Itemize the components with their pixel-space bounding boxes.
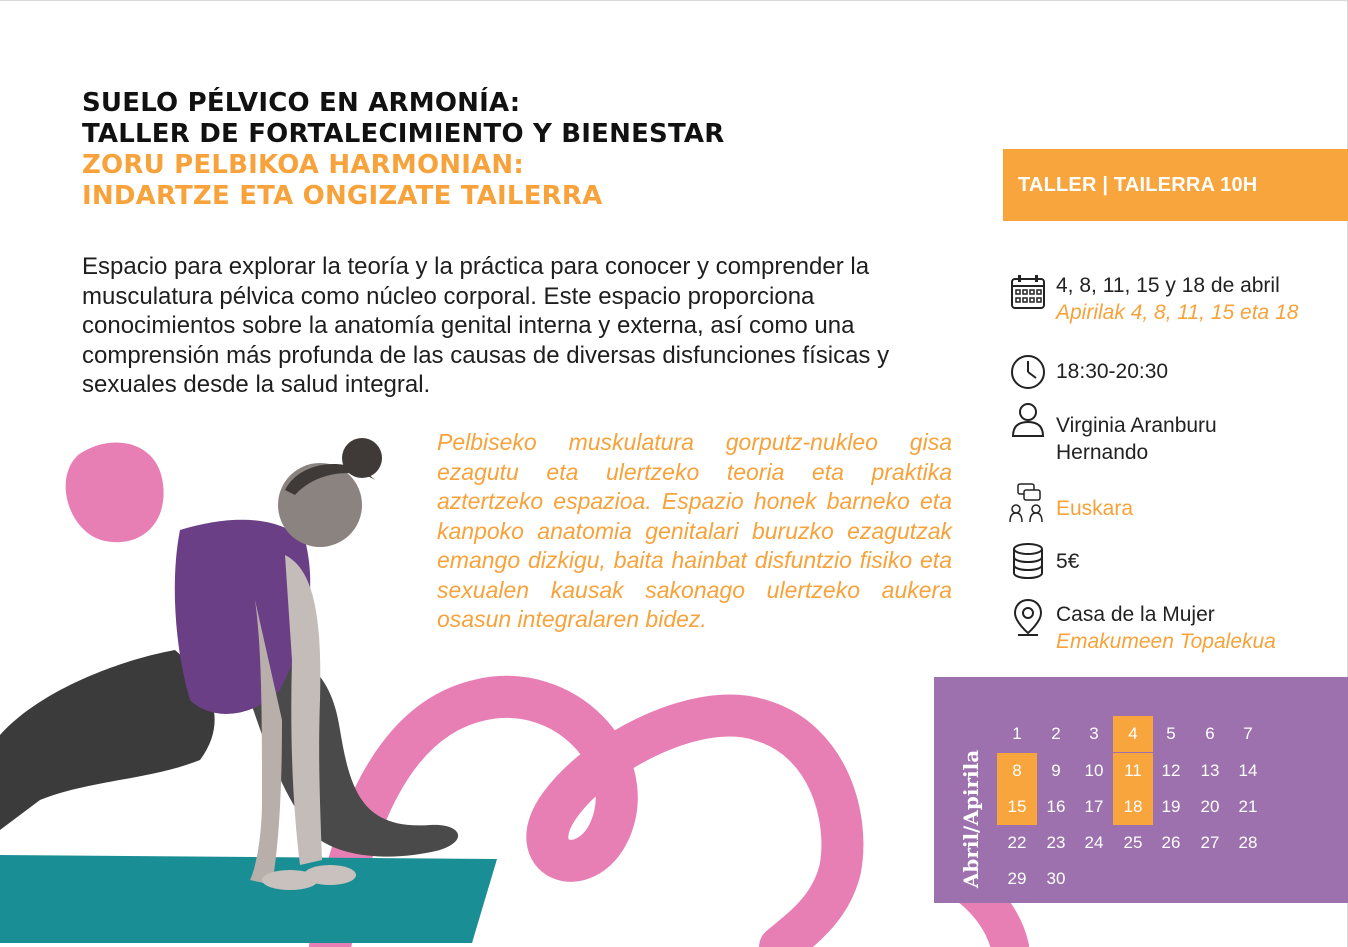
info-place (1008, 597, 1276, 655)
calendar-month-label (936, 745, 1006, 893)
calendar-day: 29 (1007, 869, 1027, 888)
calendar-day: 20 (1200, 797, 1220, 816)
calendar-day: 14 (1238, 761, 1258, 780)
chat-people-icon (1008, 482, 1048, 522)
calendar-month-text: Abril/Apirila (959, 749, 983, 889)
calendar-day: 5 (1166, 724, 1176, 743)
calendar-day: 28 (1238, 833, 1258, 852)
instructor-name-line-1: Virginia Aranburu (1056, 414, 1217, 437)
calendar-day: 4 (1113, 716, 1153, 752)
calendar-day: 23 (1046, 833, 1066, 852)
dates-spanish: 4, 8, 11, 15 y 18 de abril (1056, 274, 1280, 297)
info-language (1008, 482, 1133, 522)
workshop-title (82, 88, 982, 212)
calendar-day: 30 (1046, 869, 1066, 888)
calendar-day: 21 (1238, 797, 1258, 816)
calendar-day: 7 (1243, 724, 1253, 743)
calendar-day: 6 (1205, 724, 1215, 743)
coins-icon (1008, 541, 1048, 581)
description-spanish: Espacio para explorar la teoría y la práctica para conocer y comprender la musculatura pélvica como núcleo corporal. Este espacio proporciona conocimientos sobre la anatomía genital interna y externa, así como una comprensión más profunda de las causas de diversas disfunciones físicas y sexuales desde la salud integral. (82, 253, 890, 398)
info-instructor (1008, 400, 1217, 466)
calendar-day: 10 (1084, 761, 1104, 780)
calendar-day: 12 (1161, 761, 1181, 780)
calendar-day: 22 (1007, 833, 1027, 852)
title-eu-line-2: INDARTZE ETA ONGIZATE TAILERRA (82, 181, 603, 211)
title-eu-line-1: ZORU PELBIKOA HARMONIAN: (82, 150, 524, 180)
calendar-day: 2 (1051, 724, 1061, 743)
language-label: Euskara (1056, 497, 1134, 520)
description-basque: Pelbiseko muskulatura gorputz-nukleo gisa ezagutu eta ulertzeko teoria eta praktika aztertzeko espazioa. Espazio honek barneko eta kanpoko anatomia genitalari buruzko ezagutzak emango dizkigu, baita hainbat disfuntzio fisiko eta sexualen kausak sakonago ulertzeko aukera osasun integralaren bidez. (437, 429, 952, 632)
calendar-day: 11 (1113, 753, 1153, 789)
calendar-day: 17 (1084, 797, 1104, 816)
calendar-day: 25 (1123, 833, 1143, 852)
calendar-day: 9 (1051, 761, 1061, 780)
person-icon (1008, 400, 1048, 440)
calendar-day: 19 (1161, 797, 1181, 816)
calendar-day: 24 (1084, 833, 1104, 852)
calendar-day: 8 (997, 753, 1037, 789)
info-dates (1008, 272, 1298, 326)
time-range: 18:30-20:30 (1056, 360, 1169, 383)
info-price (1008, 541, 1079, 581)
dates-basque: Apirilak 4, 8, 11, 15 eta 18 (1056, 301, 1299, 324)
calendar-day: 27 (1200, 833, 1220, 852)
place-basque: Emakumeen Topalekua (1056, 630, 1276, 653)
clock-icon (1008, 352, 1048, 392)
calendar-day: 1 (1012, 724, 1022, 743)
calendar-day: 3 (1089, 724, 1099, 743)
calendar-day: 13 (1200, 761, 1220, 780)
calendar-day: 16 (1046, 797, 1066, 816)
title-es-line-1: SUELO PÉLVICO EN ARMONÍA: (82, 88, 521, 118)
calendar-day: 15 (997, 789, 1037, 825)
workshop-tag: TALLER | TAILERRA 10H (1003, 149, 1348, 221)
info-time (1008, 352, 1168, 392)
location-pin-icon (1008, 597, 1048, 637)
calendar-icon (1008, 272, 1048, 312)
place-spanish: Casa de la Mujer (1056, 603, 1215, 626)
calendar-day: 18 (1113, 789, 1153, 825)
calendar-day: 26 (1161, 833, 1181, 852)
price-value: 5€ (1056, 550, 1080, 573)
instructor-name-line-2: Hernando (1056, 441, 1149, 464)
title-es-line-2: TALLER DE FORTALECIMIENTO Y BIENESTAR (82, 119, 725, 149)
